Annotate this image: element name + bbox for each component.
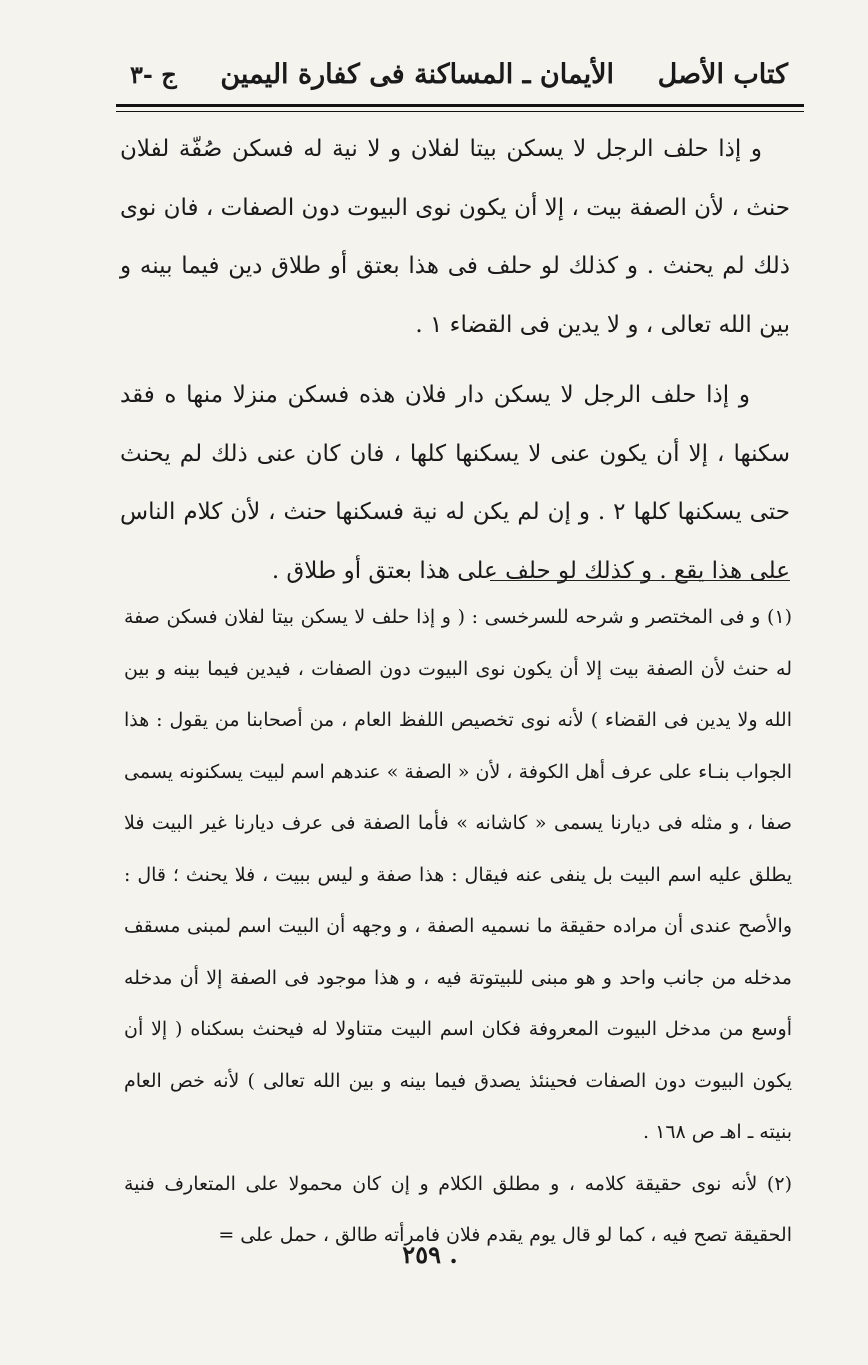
book-title: كتاب الأصل xyxy=(657,58,788,90)
footnotes xyxy=(124,592,792,1262)
header-rule-thick xyxy=(116,104,804,107)
footnote-2: (٢) لأنه نوى حقيقة كلامه ، و مطلق الكلام و إن كان محمولا على المتعارف فنية الحقيقة تصح فيه ، كما لو قال يوم يقدم فلان فامرأته طالق ، حمل على = xyxy=(124,1172,792,1246)
paragraph: و إذا حلف الرجل لا يسكن دار فلان هذه فسكن منزلا منها ه فقد سكنها ، إلا أن يكون عنى لا يسكنها كلها ، فان كان عنى ذلك لم يحنث حتى يسكنها كلها ٢ . و إن لم يكن له نية فسكنها حنث ، لأن كلام الناس على هذا يقع . و كذلك لو حلف على هذا بعتق أو طلاق . xyxy=(120,382,790,584)
footnote-separator xyxy=(490,580,790,581)
main-text xyxy=(120,120,790,600)
chapter-title: الأيمان ـ المساكنة فى كفارة اليمين xyxy=(220,58,615,90)
header-rule-thin xyxy=(116,111,804,112)
footnote-1: (١) و فى المختصر و شرحه للسرخسى : ( و إذا حلف لا يسكن بيتا لفلان فسكن صفة له حنث لأن الصفة بيت إلا أن يكون نوى البيوت دون الصفات ، فيدين فيما بينه و بين الله ولا يدين فى القضاء ) لأنه نوى تخصيص اللفظ العام ، من أصحابنا من يقول : هذا الجواب بنـاء على عرف أهل الكوفة ، لأن « الصفة » عندهم اسم لبيت يسكنونه يسمى صفا ، و مثله فى ديارنا يسمى « كاشانه » فأما الصفة فى عرف ديارنا غير البيت فلا يطلق عليه اسم البيت بل ينفى عنه فيقال : هذا صفة و ليس ببيت ، فلا يحنث ؛ قال : والأصح عندى أن مراده حقيقة ما نسميه الصفة ، و وجهه أن البيت اسم لمبنى مسقف مدخله من جانب واحد و هو مبنى للبيتوتة فيه ، و هذا موجود فى الصفة إلا أن مدخله أوسع من مدخل البيوت المعروفة فكان اسم البيت متناولا له فيحنث بسكناه ( إلا أن يكون البيوت دون الصفات فحينئذ يصدق فيما بينه و بين الله تعالى ) لأنه خص العام بنيته ـ اهـ ص ١٦٨ . xyxy=(124,606,792,1143)
running-header xyxy=(130,54,788,94)
volume-number: ج -٣ xyxy=(130,59,177,89)
page-number: . ٢٥٩ xyxy=(402,1240,458,1269)
paragraph: و إذا حلف الرجل لا يسكن بيتا لفلان و لا نية له فسكن صُفّة لفلان حنث ، لأن الصفة بيت ، إلا أن يكون نوى البيوت دون الصفات ، فان نوى ذلك لم يحنث . و كذلك لو حلف فى هذا بعتق أو طلاق دين فيما بينه و بين الله تعالى ، و لا يدين فى القضاء ١ . xyxy=(120,136,790,338)
